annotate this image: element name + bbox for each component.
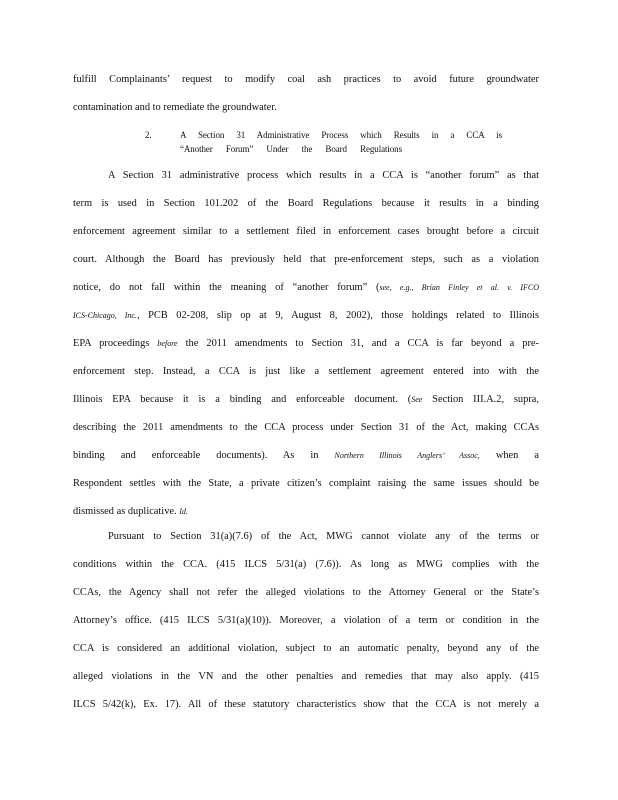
citation-italic: ICS-Chicago, Inc. [73,311,137,320]
case-name-italic: Northern Illinois Anglers’ Assoc, [334,451,480,460]
para1-line-13: dismissed as duplicative. Id. [73,506,188,517]
section-heading-number: 2. [145,130,152,140]
para1-line-5: notice, do not fall within the meaning of “another forum” (see, e.g., Brian Finley et al. v. IFCO [73,282,539,293]
para1-line-6: ICS-Chicago, Inc., PCB 02-208, slip op at 9, August 8, 2002), those holdings related to Illinois [73,310,539,321]
para1-line-9: Illinois EPA because it is a binding and enforceable document. (See Section III.A.2, supra, [73,394,539,405]
para2-line-6: alleged violations in the VN and the other penalties and remedies that may also apply. (415 [73,671,539,682]
para2-line-4: Attorney’s office. (415 ILCS 5/31(a)(10)). Moreover, a violation of a term or condition in the [73,615,539,626]
intro-line-1: fulfill Complainants’ request to modify coal ash practices to avoid future groundwater [73,74,539,85]
section-heading-line-2: “Another Forum” Under the Board Regulations [180,144,402,154]
para2-line-1: Pursuant to Section 31(a)(7.6) of the Act, MWG cannot violate any of the terms or [108,531,539,542]
para1-line-1: A Section 31 administrative process which results in a CCA is “another forum” as that [108,170,539,181]
para1-line-11: binding and enforceable documents). As in Northern Illinois Anglers’ Assoc, when a [73,450,539,461]
para1-line-10: describing the 2011 amendments to the CCA process under Section 31 of the Act, making CCAs [73,422,539,433]
id-italic: Id. [179,507,188,516]
citation-italic: see, e.g., Brian Finley et al. v. IFCO [379,283,539,292]
para2-line-3: CCAs, the Agency shall not refer the alleged violations to the Attorney General or the State’s [73,587,539,598]
emphasis-italic: before [157,339,178,348]
section-heading-line-1: A Section 31 Administrative Process which Results in a CCA is [180,130,502,140]
para2-line-7: ILCS 5/42(k), Ex. 17). All of these statutory characteristics show that the CCA is not merely a [73,699,539,710]
signal-italic: See [411,395,423,404]
para1-line-4: court. Although the Board has previously held that pre-enforcement steps, such as a violation [73,254,539,265]
para1-line-3: enforcement agreement similar to a settlement filed in enforcement cases brought before a circuit [73,226,539,237]
intro-line-2: contamination and to remediate the groundwater. [73,102,277,113]
para1-line-12: Respondent settles with the State, a private citizen’s complaint raising the same issues should be [73,478,539,489]
para1-line-7: EPA proceedings before the 2011 amendments to Section 31, and a CCA is far beyond a pre- [73,338,539,349]
para2-line-2: conditions within the CCA. (415 ILCS 5/31(a) (7.6)). As long as MWG complies with the [73,559,539,570]
para1-line-2: term is used in Section 101.202 of the Board Regulations because it results in a binding [73,198,539,209]
para2-line-5: CCA is considered an additional violation, subject to an automatic penalty, beyond any of the [73,643,539,654]
para1-line-8: enforcement step. Instead, a CCA is just like a settlement agreement entered into with the [73,366,539,377]
